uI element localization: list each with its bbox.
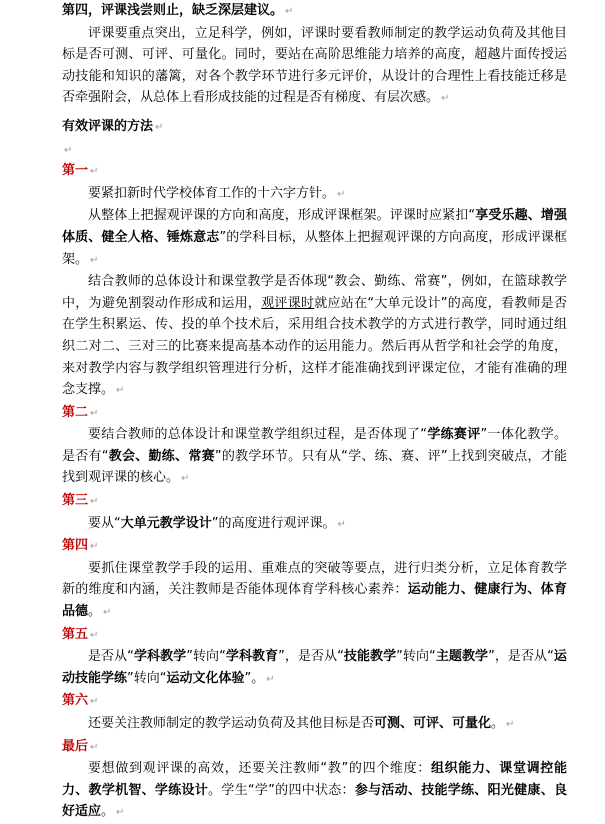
paragraph-mark-icon: ↵ — [103, 607, 112, 619]
last-body: 要想做到观评课的高效，还要关注教师“教”的四个维度：组织能力、课堂调控能力、教学机智、学练设计。学生“学”的四中状态：参与活动、技能学练、阳光健康、良好适应。 ↵ — [62, 761, 567, 820]
second-label: 第二 ↵ — [62, 404, 99, 420]
paragraph-mark-icon: ↵ — [64, 144, 73, 156]
fifth-label: 第五 ↵ — [62, 626, 99, 642]
paragraph-mark-icon: ↵ — [441, 93, 450, 105]
third-label: 第三 ↵ — [62, 493, 99, 509]
sixth-body: 还要关注教师制定的教学运动负荷及其他目标是否可测、可评、可量化。 ↵ — [88, 716, 515, 731]
section4-title: 第四，评课浅尝则止，缺乏深层建议。 ↵ — [62, 3, 294, 18]
last-label: 最后 ↵ — [62, 738, 99, 754]
paragraph-mark-icon: ↵ — [285, 6, 294, 17]
fourth-body: 要抓住课堂教学手段的运用、重难点的突破等要点，进行归类分析，立足体育教学新的维度和内涵，关注教师是否能体现体育学科核心素养：运动能力、健康行为、体育品德。 ↵ — [62, 560, 567, 620]
paragraph-mark-icon: ↵ — [506, 719, 515, 730]
first-line: 要紧扣新时代学校体育工作的十六字方针。 ↵ — [88, 185, 346, 201]
first-para-framework: 从整体上把握观评课的方向和高度，形成评课框架。评课时应紧扣“享受乐趣、增强体质、健全人格、锤炼意志”的学科目标，从整体上把握观评课的方向高度，形成评课框架。 ↵ — [62, 208, 567, 267]
fifth-body: 是否从“学科教学”转向“学科教育”，是否从“技能教学”转向“主题教学”，是否从“运动技能学练”转向“运动文化体验”。 ↵ — [62, 649, 567, 686]
paragraph-mark-icon: ↵ — [116, 385, 125, 397]
paragraph-mark-icon: ↵ — [90, 496, 99, 508]
fourth-label: 第四 ↵ — [62, 538, 99, 554]
first-para-example: 结合教师的总体设计和课堂教学是否体现“教会、勤练、常赛”，例如，在篮球教学中，为避免割裂动作形成和运用，观评课时就应站在“大单元设计”的高度，看教师是否在学生积累运、传、投的单个技术后，采用组合技术教学的方式进行教学，同时通过组织二对二、三对三的比赛来提高基本动作的运用能力。然后再从哲学和社会学的角度，来对教学内容与教学组织管理进行分析，这样才能准确找到评课定位，才能有准确的理念支撑。 ↵ — [62, 274, 567, 398]
third-body: 要从“大单元教学设计”的高度进行观评课。 ↵ — [88, 515, 346, 531]
paragraph-mark-icon: ↵ — [90, 254, 99, 266]
blank-line — [62, 139, 567, 161]
section4-body: 评课要重点突出，立足科学，例如，评课时要看教师制定的教学运动负荷及其他目标是否可测、可评、可量化。同时，要站在高阶思维能力培养的高度，超越片面传授运动技能和知识的藩篱，对各个教学环节进行多元评价，从设计的合理性上看技能迁移是否牵强附会，从总体上看形成技能的过程是否有梯度、有层次感。 ↵ — [62, 25, 567, 106]
sixth-label: 第六 ↵ — [62, 693, 99, 709]
paragraph-mark-icon: ↵ — [90, 741, 99, 753]
paragraph-mark-icon: ↵ — [90, 696, 99, 708]
second-body: 要结合教师的总体设计和课堂教学组织过程，是否体现了“学练赛评”一体化教学。是否有“教会、勤练、常赛”的教学环节。只有从“学、练、赛、评”上找到突破点，才能找到观评课的核心。 ↵ — [62, 427, 567, 486]
paragraph-mark-icon: ↵ — [90, 407, 99, 419]
method-heading: 有效评课的方法 ↵ — [62, 118, 164, 134]
paragraph-mark-icon: ↵ — [337, 188, 346, 200]
paragraph-mark-icon: ↵ — [90, 629, 99, 641]
first-label: 第一 ↵ — [62, 163, 99, 179]
paragraph-mark-icon: ↵ — [181, 473, 190, 485]
paragraph-mark-icon: ↵ — [266, 673, 275, 685]
paragraph-mark-icon: ↵ — [337, 518, 346, 530]
paragraph-mark-icon: ↵ — [90, 166, 99, 178]
paragraph-mark-icon: ↵ — [90, 541, 99, 553]
paragraph-mark-icon: ↵ — [116, 807, 125, 819]
paragraph-mark-icon: ↵ — [155, 121, 164, 133]
